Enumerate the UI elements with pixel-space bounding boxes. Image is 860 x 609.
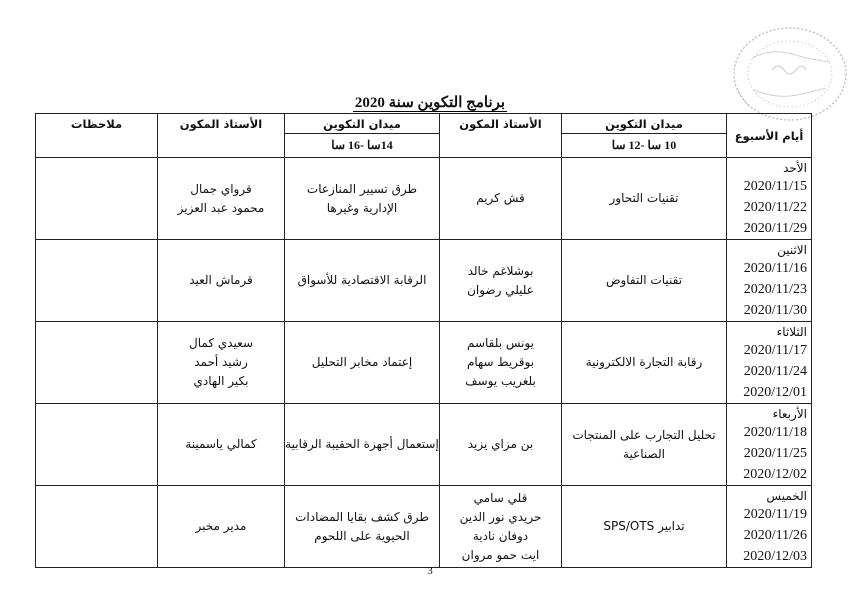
header-row — [36, 114, 812, 134]
session-date: 2020/11/22 — [743, 200, 807, 215]
notes-cell — [36, 404, 158, 486]
session-date: 2020/11/19 — [743, 507, 807, 522]
trainer1-cell — [440, 486, 562, 568]
field1-cell — [562, 240, 727, 322]
trainer2-cell-line: رشيد أحمد — [194, 355, 248, 369]
header-field1: ميدان التكوين — [562, 114, 727, 134]
day-name: الاثنين — [777, 243, 807, 257]
trainer1-cell-line: حريدي نور الدين — [459, 509, 542, 524]
header-days: أيام الأسبوع — [727, 114, 812, 158]
document-title — [0, 93, 860, 112]
day-cell — [727, 240, 812, 322]
trainer1-cell — [440, 158, 562, 240]
document-title-text: برنامج التكوين سنة 2020 — [354, 95, 506, 111]
session-date: 2020/11/15 — [743, 179, 807, 194]
field1-cell — [562, 322, 727, 404]
trainer2-cell — [158, 322, 285, 404]
page-number: 3 — [427, 565, 433, 577]
session-date: 2020/11/18 — [743, 425, 807, 440]
table-row — [36, 404, 812, 486]
field1-cell-line: تحليل التجارب على المنتجات — [572, 427, 716, 442]
trainer2-cell — [158, 404, 285, 486]
field2-cell — [285, 158, 440, 240]
notes-cell — [36, 158, 158, 240]
field2-cell-line: الحيوية على اللحوم — [314, 528, 410, 543]
header-field2: ميدان التكوين — [285, 114, 440, 134]
field2-cell-line: إعتماد مخابر التحليل — [311, 355, 413, 369]
field1-cell — [562, 486, 727, 568]
header-trainer1: الأستاذ المكون — [440, 114, 562, 158]
trainer2-cell-line: بكير الهادي — [193, 374, 249, 388]
session-date: 2020/11/25 — [743, 446, 807, 461]
session-date: 2020/11/23 — [743, 282, 807, 297]
table-row — [36, 158, 812, 240]
header-trainer2: الأستاذ المكون — [158, 114, 285, 158]
trainer2-cell-line: مدير مخبر — [195, 519, 247, 533]
trainer1-cell-line: بن مزاي يزيد — [467, 437, 534, 451]
field2-cell-line: الإدارية وغيرها — [326, 200, 398, 215]
field1-cell-line: رقابة التجارة الالكترونية — [585, 355, 703, 369]
session-date: 2020/11/26 — [743, 528, 807, 543]
trainer1-cell-line: بوقريط سهام — [466, 355, 535, 369]
field1-cell-line: تقنيات التفاوض — [605, 273, 683, 287]
session-date: 2020/12/01 — [743, 385, 807, 400]
trainer1-cell — [440, 404, 562, 486]
session-date: 2020/11/29 — [743, 221, 807, 236]
day-cell — [727, 158, 812, 240]
day-name: الأحد — [783, 161, 807, 175]
day-cell — [727, 486, 812, 568]
trainer2-cell-line: محمود عبد العزيز — [177, 200, 265, 215]
session-date: 2020/11/16 — [743, 261, 807, 276]
notes-cell — [36, 486, 158, 568]
trainer2-cell-line: قرماش العيد — [189, 273, 253, 287]
trainer1-cell-line: يونس بلقاسم — [466, 336, 535, 350]
training-schedule-table — [35, 113, 812, 568]
field1-cell-line: تقنيات التحاور — [609, 191, 679, 205]
trainer1-cell-line: بلغريب يوسف — [465, 374, 536, 388]
trainer1-cell-line: دوفان نادية — [472, 528, 529, 543]
trainer1-cell-line: قلي سامي — [473, 490, 528, 505]
session-date: 2020/11/24 — [743, 364, 807, 379]
session-date: 2020/12/02 — [743, 467, 807, 482]
day-cell — [727, 322, 812, 404]
session-date: 2020/11/30 — [743, 303, 807, 318]
field2-cell — [285, 486, 440, 568]
trainer2-cell-line: قرواي جمال — [190, 181, 252, 196]
table-row — [36, 486, 812, 568]
field2-cell-line: إستعمال أجهزة الحقيبة الرقابية — [285, 437, 439, 451]
field2-cell — [285, 322, 440, 404]
trainer1-cell — [440, 240, 562, 322]
header-notes: ملاحظات — [36, 114, 158, 158]
day-cell — [727, 404, 812, 486]
day-name: الثلاثاء — [776, 325, 807, 339]
day-name: الخميس — [766, 489, 807, 503]
table-row — [36, 322, 812, 404]
notes-cell — [36, 322, 158, 404]
field1-cell-line: الصناعية — [623, 446, 665, 461]
field1-cell — [562, 158, 727, 240]
header-time1: 10 سا -12 سا — [562, 134, 727, 158]
table-row — [36, 240, 812, 322]
trainer2-cell — [158, 486, 285, 568]
field1-cell — [562, 404, 727, 486]
trainer1-cell-line: بوشلاغم خالد — [467, 263, 534, 278]
trainer1-cell-line: عليلي رضوان — [467, 282, 534, 297]
field2-cell-line: طرق تسيير المنازعات — [306, 181, 418, 196]
day-name: الأربعاء — [772, 407, 807, 421]
trainer2-cell-line: كمالي ياسمينة — [185, 437, 257, 451]
field2-cell — [285, 240, 440, 322]
session-date: 2020/12/03 — [743, 549, 807, 564]
trainer1-cell-line: قش كريم — [476, 191, 525, 205]
field2-cell — [285, 404, 440, 486]
header-time2: 14سا -16 سا — [285, 134, 440, 158]
trainer2-cell — [158, 240, 285, 322]
field2-cell-line: طرق كشف بقايا المضادات — [295, 509, 429, 524]
trainer2-cell — [158, 158, 285, 240]
field1-cell-line: تدابير SPS/OTS — [603, 519, 685, 533]
notes-cell — [36, 240, 158, 322]
trainer1-cell — [440, 322, 562, 404]
field2-cell-line: الرقابة الاقتصادية للأسواق — [297, 273, 427, 287]
session-date: 2020/11/17 — [743, 343, 807, 358]
trainer1-cell-line: ايت حمو مروان — [461, 547, 540, 562]
trainer2-cell-line: سعيدي كمال — [189, 336, 253, 350]
